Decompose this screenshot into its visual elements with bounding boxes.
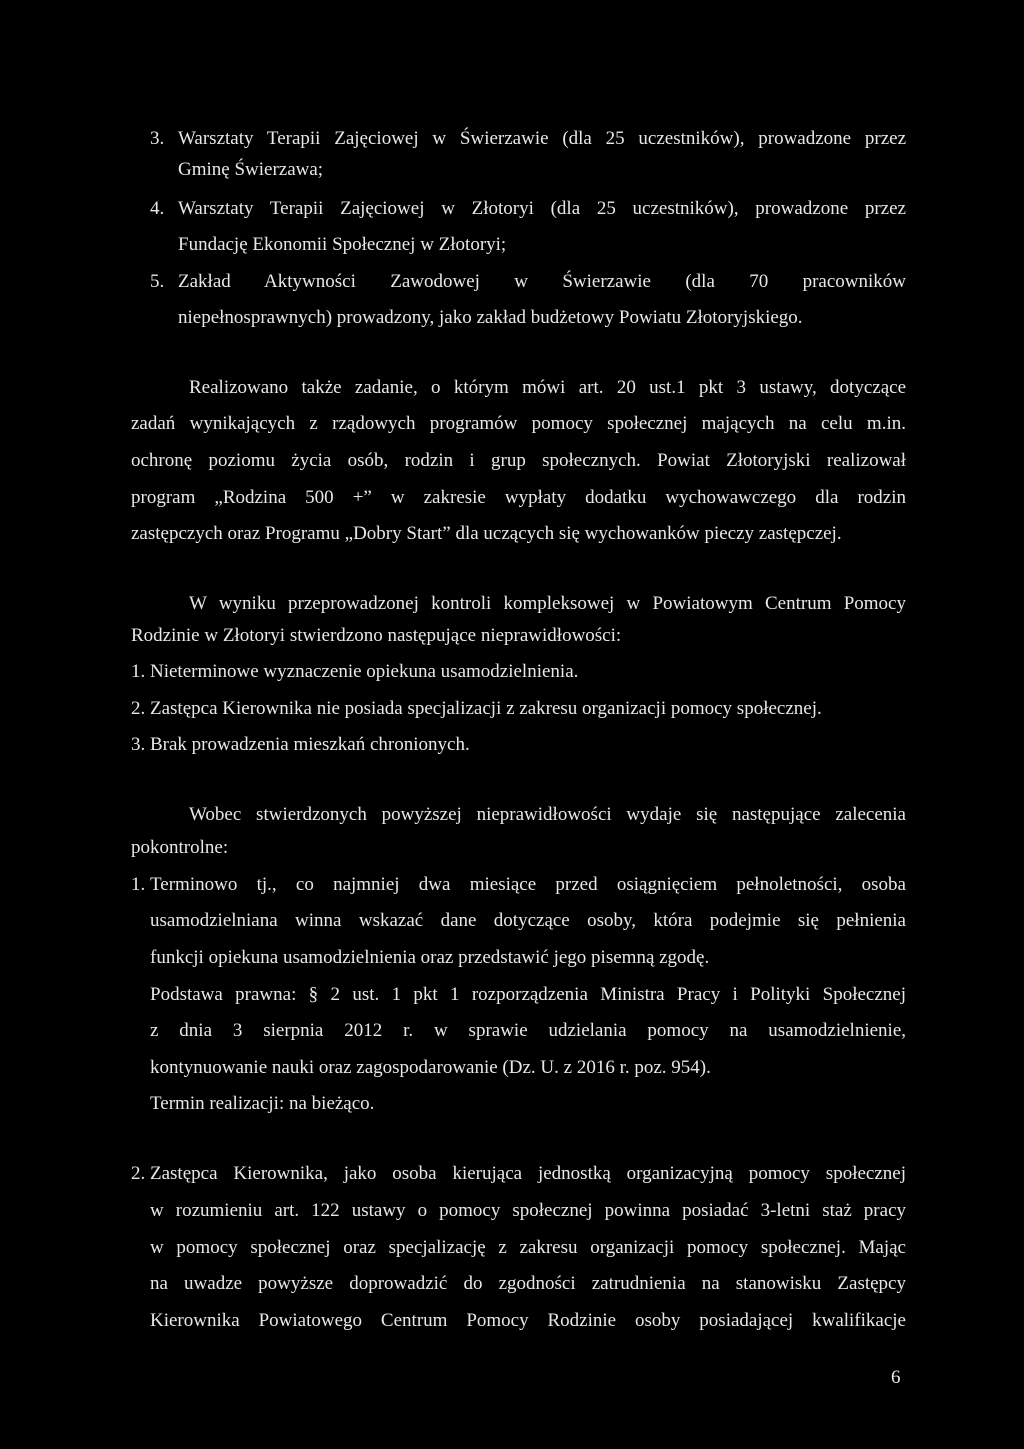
rec-1-num: 1. bbox=[131, 874, 146, 895]
finding-3: 3. Brak prowadzenia mieszkań chronionych. bbox=[131, 734, 470, 755]
para-realizowano-line-4: program „Rodzina 500 +” w zakresie wypłaty dodatku wychowawczego dla rodzin bbox=[131, 487, 906, 508]
rec-2-line-1: Zastępca Kierownika, jako osoba kierująca jednostką organizacyjną pomocy społecznej bbox=[150, 1163, 906, 1184]
list-item-3-line1: Warsztaty Terapii Zajęciowej w Świerzawie (dla 25 uczestników), prowadzone przez bbox=[178, 128, 906, 149]
rec-1-line-5: z dnia 3 sierpnia 2012 r. w sprawie udzielania pomocy na usamodzielnienie, bbox=[150, 1020, 906, 1041]
para-wobec-line-1: Wobec stwierdzonych powyższej nieprawidłowości wydaje się następujące zalecenia bbox=[189, 804, 906, 825]
para-realizowano-line-2: zadań wynikających z rządowych programów pomocy społecznej mających na celu m.in. bbox=[131, 413, 906, 434]
rec-1-line-4: Podstawa prawna: § 2 ust. 1 pkt 1 rozporządzenia Ministra Pracy i Polityki Społecznej bbox=[150, 984, 906, 1005]
list-item-5-line2: niepełnosprawnych) prowadzony, jako zakład budżetowy Powiatu Złotoryjskiego. bbox=[178, 307, 803, 328]
finding-2: 2. Zastępca Kierownika nie posiada specjalizacji z zakresu organizacji pomocy społecznej. bbox=[131, 698, 822, 719]
para-realizowano-line-5: zastępczych oraz Programu „Dobry Start” dla uczących się wychowanków pieczy zastępczej. bbox=[131, 523, 842, 544]
para-kontrola-line-1: W wyniku przeprowadzonej kontroli kompleksowej w Powiatowym Centrum Pomocy bbox=[189, 593, 906, 614]
rec-2-line-2: w rozumieniu art. 122 ustawy o pomocy społecznej powinna posiadać 3-letni staż pracy bbox=[150, 1200, 906, 1221]
rec-1-line-2: usamodzielniana winna wskazać dane dotyczące osoby, która podejmie się pełnienia bbox=[150, 910, 906, 931]
para-realizowano-line-1: Realizowano także zadanie, o którym mówi art. 20 ust.1 pkt 3 ustawy, dotyczące bbox=[189, 377, 906, 398]
rec-1-line-6: kontynuowanie nauki oraz zagospodarowanie (Dz. U. z 2016 r. poz. 954). bbox=[150, 1057, 711, 1078]
list-item-5-num: 5. bbox=[150, 271, 165, 292]
list-item-4-num: 4. bbox=[150, 198, 165, 219]
para-wobec-line-2: pokontrolne: bbox=[131, 837, 229, 858]
list-item-3-num: 3. bbox=[150, 128, 165, 149]
list-item-3-line2: Gminę Świerzawa; bbox=[178, 159, 324, 180]
list-item-4-line2: Fundację Ekonomii Społecznej w Złotoryi; bbox=[178, 234, 507, 255]
rec-1-line-3: funkcji opiekuna usamodzielnienia oraz przedstawić jego pisemną zgodę. bbox=[150, 947, 710, 968]
para-kontrola-line-2: Rodzinie w Złotoryi stwierdzono następujące nieprawidłowości: bbox=[131, 625, 622, 646]
finding-1: 1. Nieterminowe wyznaczenie opiekuna usamodzielnienia. bbox=[131, 661, 579, 682]
page-number: 6 bbox=[891, 1367, 901, 1388]
rec-2-num: 2. bbox=[131, 1163, 146, 1184]
rec-1-line-1: Terminowo tj., co najmniej dwa miesiące przed osiągnięciem pełnoletności, osoba bbox=[150, 874, 906, 895]
rec-2-line-3: w pomocy społecznej oraz specjalizację z zakresu organizacji pomocy społecznej. Mając bbox=[150, 1237, 906, 1258]
rec-1-line-7: Termin realizacji: na bieżąco. bbox=[150, 1093, 375, 1114]
list-item-4-line1: Warsztaty Terapii Zajęciowej w Złotoryi (dla 25 uczestników), prowadzone przez bbox=[178, 198, 906, 219]
rec-2-line-4: na uwadze powyższe doprowadzić do zgodności zatrudnienia na stanowisku Zastępcy bbox=[150, 1273, 906, 1294]
rec-2-line-5: Kierownika Powiatowego Centrum Pomocy Rodzinie osoby posiadającej kwalifikacje bbox=[150, 1310, 906, 1331]
para-realizowano-line-3: ochronę poziomu życia osób, rodzin i grup społecznych. Powiat Złotoryjski realizował bbox=[131, 450, 906, 471]
list-item-5-line1: Zakład Aktywności Zawodowej w Świerzawie (dla 70 pracowników bbox=[178, 271, 906, 292]
